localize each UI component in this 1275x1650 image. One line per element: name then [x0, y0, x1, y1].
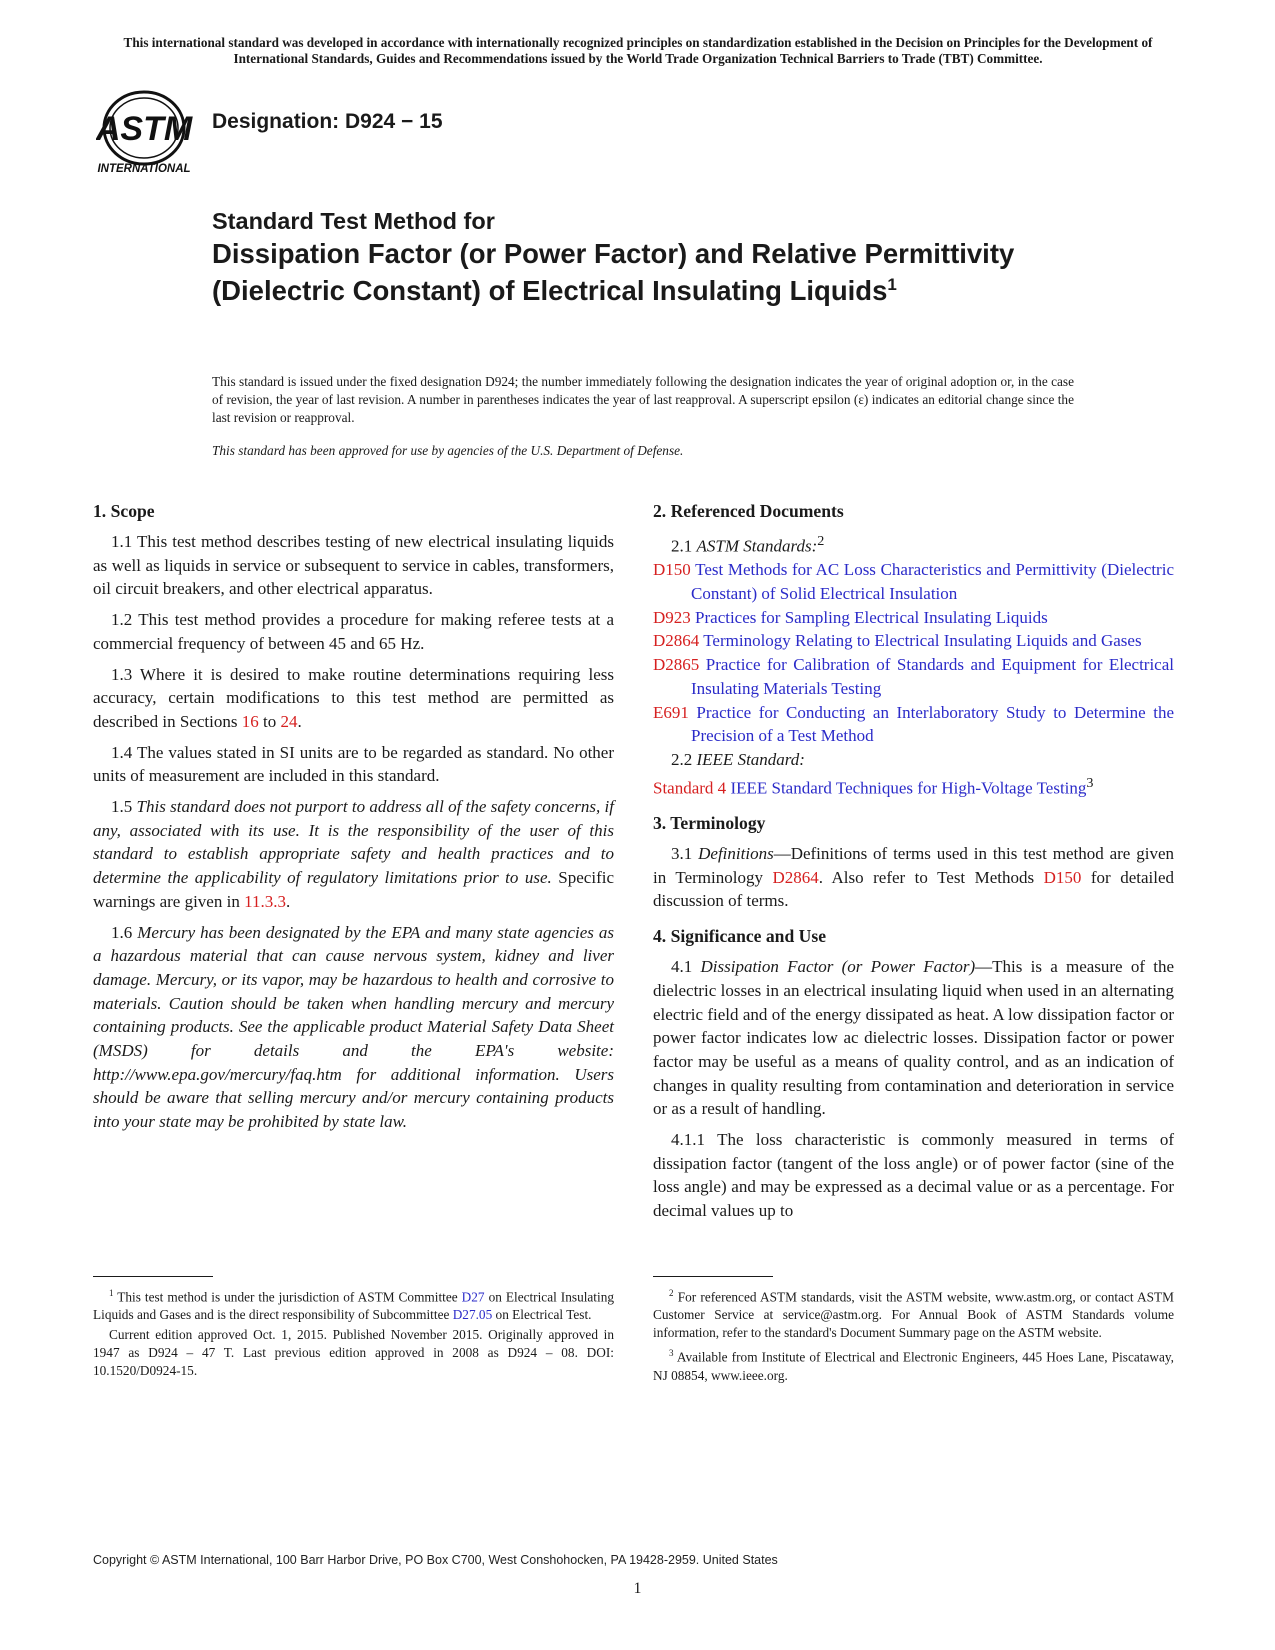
- ref-link-d2864[interactable]: D2864: [772, 867, 819, 887]
- designation: Designation: D924 − 15: [212, 110, 443, 133]
- reference-item[interactable]: D2864 Terminology Relating to Electrical Insulating Liquids and Gases: [653, 631, 1142, 651]
- footnotes-left: [93, 1284, 614, 1382]
- copyright-line: Copyright © ASTM International, 100 Barr Harbor Drive, PO Box C700, West Conshohocken, PA 19428-2959. United States: [93, 1553, 778, 1567]
- dod-note: This standard has been approved for use by agencies of the U.S. Department of Defense.: [212, 443, 684, 458]
- reference-item-ieee[interactable]: Standard 4 IEEE Standard Techniques for High-Voltage Testing$^3$: [653, 774, 1094, 798]
- footnote-rule-left: [93, 1276, 213, 1277]
- right-column: [653, 500, 1174, 1230]
- subcommittee-link-d27-05[interactable]: D27.05: [452, 1307, 493, 1323]
- paragraph-1-6: 1.6 Mercury has been designated by the EPA and many state agencies as a hazardous material that can cause nervous system, kidney and liver damage. Mercury, or its vapor, may be hazardous to health and corrosive to materials. Caution should be taken when handling mercury and mercury containing products. See the applicable product Material Safety Data Sheet (MSDS) for details and the EPA's website: http://www.epa.gov/mercury/faq.htm for additional information. Users should be aware that selling mercury and/or mercury containing products into your state may be prohibited by state law.: [93, 922, 614, 1132]
- footnotes-right: [653, 1284, 1174, 1387]
- reference-item[interactable]: D2865 Practice for Calibration of Standards and Equipment for Electrical Insulating Materials Testing: [653, 655, 1174, 698]
- page-number: 1: [633, 1580, 642, 1597]
- paragraph-1-5: 1.5 This standard does not purport to address all of the safety concerns, if any, associated with its use. It is the responsibility of the user of this standard to establish appropriate safety and health practices and to determine the applicability of regulatory limitations prior to use. Specific warnings are given in 11.3.3.: [93, 797, 615, 911]
- footnote-3: $^3$ Available from Institute of Electrical and Electronic Engineers, 445 Hoes Lane, Piscataway, NJ 08854, www.ieee.org.: [653, 1348, 1174, 1383]
- footnote-edition: Current edition approved Oct. 1, 2015. Published November 2015. Originally approved in 1947 as D924 – 47 T. Last previous edition approved in 2008 as D924 – 08. DOI: 10.1520/D0924-15.: [93, 1327, 614, 1379]
- ref-link-d150[interactable]: D150: [1043, 867, 1082, 887]
- section-link-11-3-3[interactable]: 11.3.3: [244, 891, 286, 911]
- section-heading-significance: 4. Significance and Use: [653, 926, 827, 947]
- logo-text: ASTM: [96, 110, 193, 148]
- section-heading-terminology: 3. Terminology: [653, 813, 766, 834]
- astm-logo: [96, 88, 204, 178]
- footnote-2: $^2$ For referenced ASTM standards, visit the ASTM website, www.astm.org, or contact ASTM Customer Service at service@astm.org. For Annual Book of ASTM Standards volume information, refer to the standard's Document Summary page on the ASTM website.: [653, 1288, 1174, 1341]
- title-line1: Standard Test Method for: [212, 208, 495, 234]
- footnote-1: $^1$ This test method is under the jurisdiction of ASTM Committee D27 on Electrical Insulating Liquids and Gases and is the direct responsibility of Subcommittee D27.05 on Electrical Test.: [93, 1288, 614, 1323]
- issued-note: This standard is issued under the fixed designation D924; the number immediately following the designation indicates the year of original adoption or, in the case of revision, the year of last revision. A number in parentheses indicates the year of last reapproval. A superscript epsilon (ε) indicates an editorial change since the last revision or reapproval.: [212, 374, 1074, 425]
- paragraph-3-1: 3.1 Definitions—Definitions of terms used in this test method are given in Terminology D2864. Also refer to Test Methods D150 for detailed discussion of terms.: [653, 844, 1174, 911]
- paragraph-1-3: 1.3 Where it is desired to make routine determinations requiring less accuracy, certain modifications to this test method are permitted as described in Sections 16 to 24.: [93, 664, 614, 731]
- paragraph-4-1-1: 4.1.1 The loss characteristic is commonly measured in terms of dissipation factor (tangent of the loss angle) or of power factor (sine of the loss angle) and may be expressed as a decimal value or as a percentage. For decimal values up to: [653, 1130, 1174, 1221]
- paragraph-1-2: 1.2 This test method provides a procedure for making referee tests at a commercial frequency of between 45 and 65 Hz.: [93, 610, 614, 653]
- section-heading-scope: 1. Scope: [93, 501, 155, 521]
- paragraph-1-1: 1.1 This test method describes testing of new electrical insulating liquids as well as liquids in service or subsequent to service in cables, transformers, oil circuit breakers, and other electrical apparatus.: [93, 532, 614, 599]
- paragraph-4-1: 4.1 Dissipation Factor (or Power Factor)—This is a measure of the dielectric losses in an electrical insulating liquid when used in an alternating electric field and of the energy dissipated as heat. A low dissipation factor or power factor indicates low ac dielectric losses. Dissipation factor or power factor may be useful as a means of quality control, and as an indication of changes in quality resulting from contamination and deterioration in service or as a result of handling.: [653, 957, 1174, 1119]
- astm-standards-head: 2.1 ASTM Standards:$^2$: [671, 533, 825, 556]
- committee-link-d27[interactable]: D27: [461, 1289, 485, 1305]
- ieee-standard-head: 2.2 IEEE Standard:: [671, 749, 805, 769]
- reference-item[interactable]: E691 Practice for Conducting an Interlaboratory Study to Determine the Precision of a Test Method: [653, 702, 1174, 746]
- reference-item[interactable]: D923 Practices for Sampling Electrical Insulating Liquids: [653, 607, 1048, 627]
- reference-item[interactable]: D150 Test Methods for AC Loss Characteristics and Permittivity (Dielectric Constant) of Solid Electrical Insulation: [653, 560, 1174, 604]
- title-main: Dissipation Factor (or Power Factor) and Relative Permittivity (Dielectric Constant) of Electrical Insulating Liquids$^1$: [212, 238, 1015, 307]
- section-link-24[interactable]: 24: [280, 711, 298, 731]
- section-heading-referenced-documents: 2. Referenced Documents: [653, 501, 844, 521]
- footnote-rule-right: [653, 1276, 773, 1277]
- tbt-notice: This international standard was developed in accordance with internationally recognized principles on standardization established in the Decision on Principles for the Development of International Standards, Guides and Recommendations issued by the World Trade Organization Technical Barriers to Trade (TBT) Committee.: [123, 35, 1153, 66]
- left-column: [93, 500, 614, 1141]
- reference-list: [653, 558, 1174, 748]
- logo-subtext: INTERNATIONAL: [97, 163, 191, 175]
- title-footnote-mark[interactable]: 1: [887, 275, 897, 294]
- section-link-16[interactable]: 16: [241, 711, 259, 731]
- paragraph-1-4: 1.4 The values stated in SI units are to be regarded as standard. No other units of measurement are included in this standard.: [93, 742, 614, 786]
- title-block: [212, 206, 1032, 306]
